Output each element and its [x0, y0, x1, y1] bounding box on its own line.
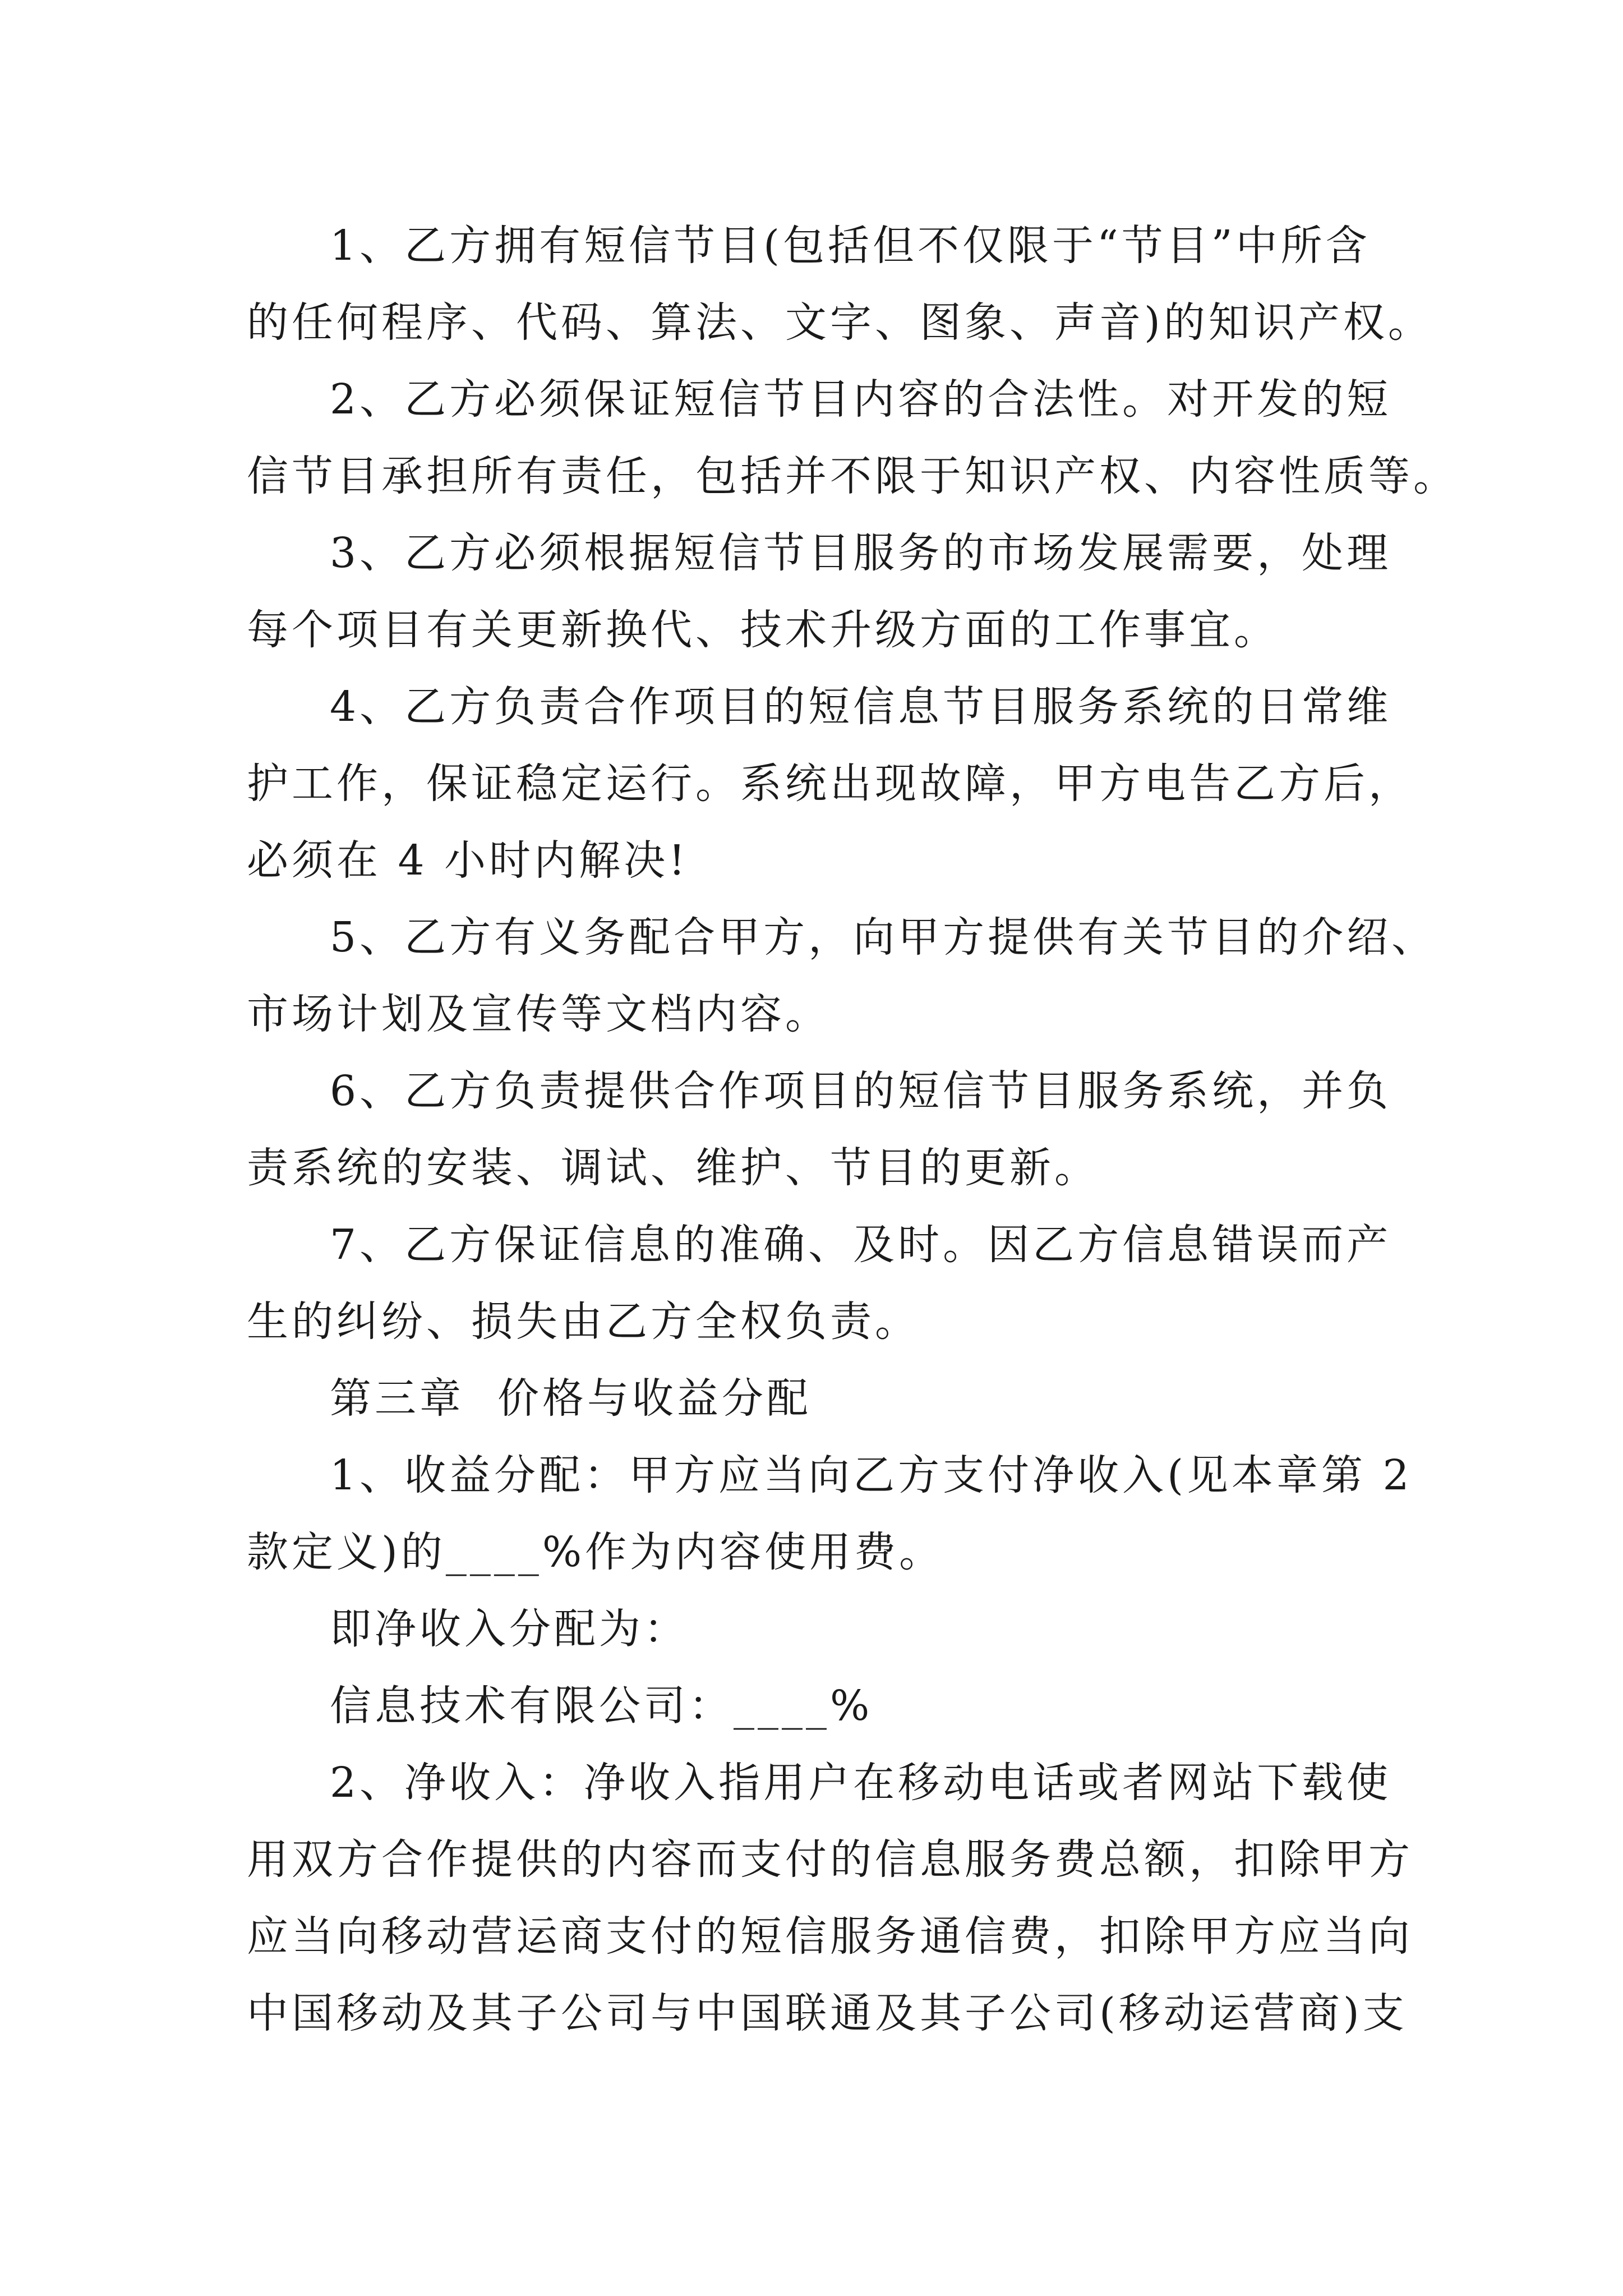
paragraph-line: 4、乙方负责合作项目的短信息节目服务系统的日常维 — [330, 683, 1392, 731]
paragraph-line: 每个项目有关更新换代、技术升级方面的工作事宜。 — [247, 606, 1279, 654]
document-body — [247, 208, 1458, 2052]
paragraph-line: 用双方合作提供的内容而支付的信息服务费总额，扣除甲方 — [247, 1835, 1413, 1884]
paragraph-line: 1、乙方拥有短信节目(包括但不仅限于“节目”中所含 — [330, 222, 1371, 270]
paragraph-line: 2、乙方必须保证短信节目内容的合法性。对开发的短 — [330, 375, 1392, 424]
paragraph-line: 1、收益分配：甲方应当向乙方支付净收入(见本章第 2 — [330, 1451, 1413, 1499]
paragraph-line: 款定义)的____%作为内容使用费。 — [247, 1528, 944, 1576]
paragraph-line: 3、乙方必须根据短信节目服务的市场发展需要，处理 — [330, 529, 1392, 577]
paragraph-line: 信节目承担所有责任，包括并不限于知识产权、内容性质等。 — [247, 452, 1458, 500]
paragraph-line: 即净收入分配为： — [330, 1605, 689, 1653]
paragraph-line: 中国移动及其子公司与中国联通及其子公司(移动运营商)支 — [247, 1989, 1408, 2037]
paragraph-line: 应当向移动营运商支付的短信服务通信费，扣除甲方应当向 — [247, 1912, 1413, 1961]
paragraph-line: 2、净收入：净收入指用户在移动电话或者网站下载使 — [330, 1759, 1392, 1807]
chapter-heading: 第三章 价格与收益分配 — [330, 1374, 812, 1423]
paragraph-line: 生的纠纷、损失由乙方全权负责。 — [247, 1297, 920, 1346]
paragraph-line: 市场计划及宣传等文档内容。 — [247, 990, 830, 1038]
paragraph-line: 的任何程序、代码、算法、文字、图象、声音)的知识产权。 — [247, 298, 1433, 347]
paragraph-line: 信息技术有限公司：____% — [330, 1682, 873, 1730]
paragraph-line: 责系统的安装、调试、维护、节目的更新。 — [247, 1144, 1099, 1192]
paragraph-line: 6、乙方负责提供合作项目的短信节目服务系统，并负 — [330, 1067, 1392, 1115]
paragraph-line: 护工作，保证稳定运行。系统出现故障，甲方电告乙方后， — [247, 760, 1413, 808]
paragraph-line: 必须在 4 小时内解决! — [247, 836, 689, 885]
paragraph-line: 7、乙方保证信息的准确、及时。因乙方信息错误而产 — [330, 1221, 1392, 1269]
paragraph-line: 5、乙方有义务配合甲方，向甲方提供有关节目的介绍、 — [330, 913, 1437, 961]
